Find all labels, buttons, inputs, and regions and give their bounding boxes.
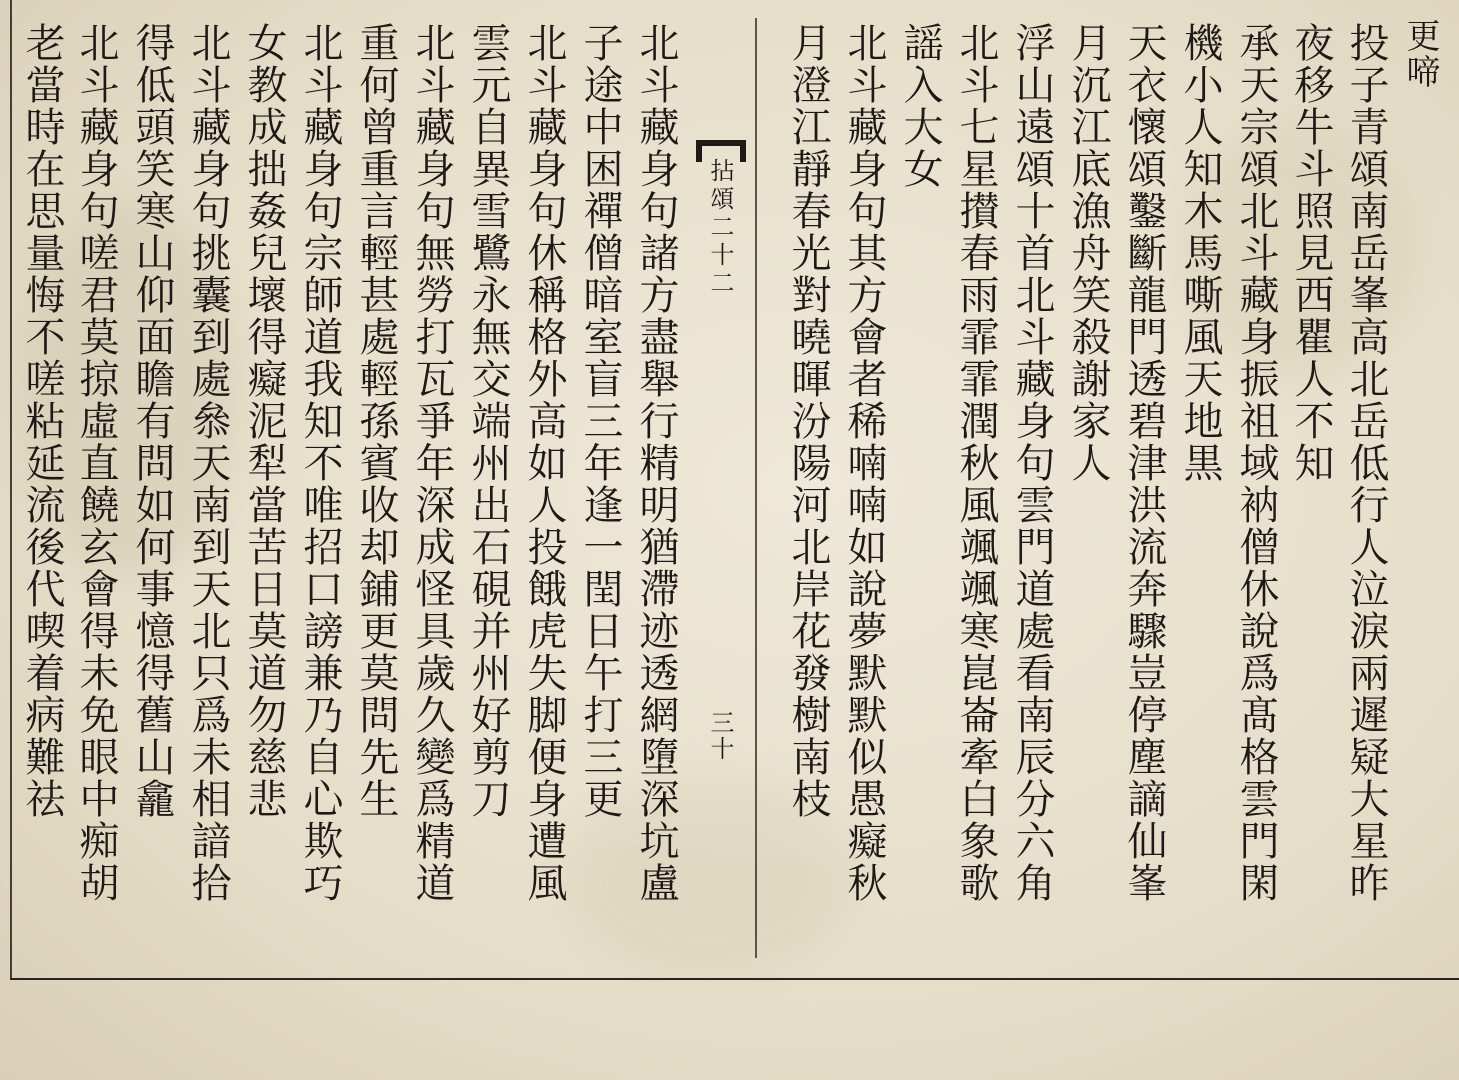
text-column: 月澄江靜春光對曉暉汾陽河北岸花發樹南枝	[785, 22, 831, 820]
text-column: 投子青頌南岳峯高北岳低行人泣淚兩遲疑大星昨	[1343, 22, 1389, 904]
text-column: 夜移牛斗照見西瞿人不知	[1288, 22, 1334, 484]
page-number: 三十	[706, 710, 734, 762]
page-left-border	[10, 0, 12, 980]
center-fold-line	[755, 18, 757, 958]
text-column: 北斗藏身句無勞打瓦爭年深成怪具歲久變爲精道	[409, 22, 455, 904]
text-column: 月沉江底漁舟笑殺謝家人	[1065, 22, 1111, 484]
text-column: 重何曾重言輕甚處輕孫賓收却鋪更莫問先生	[353, 22, 399, 820]
page-bottom-border	[10, 978, 1459, 980]
text-column: 得低頭笑寒山仰面瞻有問如何事憶得舊山龕	[129, 22, 175, 820]
fish-tail-mark	[696, 140, 746, 160]
text-column: 老當時在思量悔不嗟粘延流後代喫着病難祛	[19, 22, 65, 820]
text-column: 北斗七星攅春雨霏霏潤秋風颯颯寒崑崙牽白象歌	[953, 22, 999, 904]
text-column: 女教成拙姦兒壞得癡泥犁當苦日莫道勿慈悲	[241, 22, 287, 820]
text-column: 子途中困禪僧暗室盲三年逢一閏日午打三更	[577, 22, 623, 820]
text-column: 浮山遠頌十首北斗藏身句雲門道處看南辰分六角	[1009, 22, 1055, 904]
text-column: 北斗藏身句其方會者稀喃喃如說夢默默似愚癡秋	[841, 22, 887, 904]
text-column: 雲元自異雪鷺永無交端州出石硯并州好剪刀	[465, 22, 511, 820]
text-column: 北斗藏身句諸方盡舉行精明猶滯迹透網墮深坑盧	[633, 22, 679, 904]
text-column: 北斗藏身句嗟君莫掠虛直饒玄會得未免眼中痴胡	[73, 22, 119, 904]
text-column: 承天宗頌北斗藏身振祖域衲僧休說爲髙格雲門閑	[1233, 22, 1279, 904]
text-column: 謡入大女	[897, 22, 943, 190]
text-column: 天衣懷頌鑿斷龍門透碧津洪流奔驟豈停塵謫仙峯	[1121, 22, 1167, 904]
text-column: 更啼	[1400, 18, 1440, 90]
text-column: 北斗藏身句宗師道我知不唯招口謗兼乃自心欺巧	[297, 22, 343, 904]
text-column: 北斗藏身句挑囊到處叅天南到天北只爲未相諳拾	[185, 22, 231, 904]
center-strip	[690, 140, 752, 860]
text-column: 機小人知木馬嘶風天地黒	[1177, 22, 1223, 484]
text-column: 北斗藏身句休稱格外高如人投餓虎失脚便身遭風	[521, 22, 567, 904]
section-title: 拈頌二十二	[706, 158, 734, 298]
